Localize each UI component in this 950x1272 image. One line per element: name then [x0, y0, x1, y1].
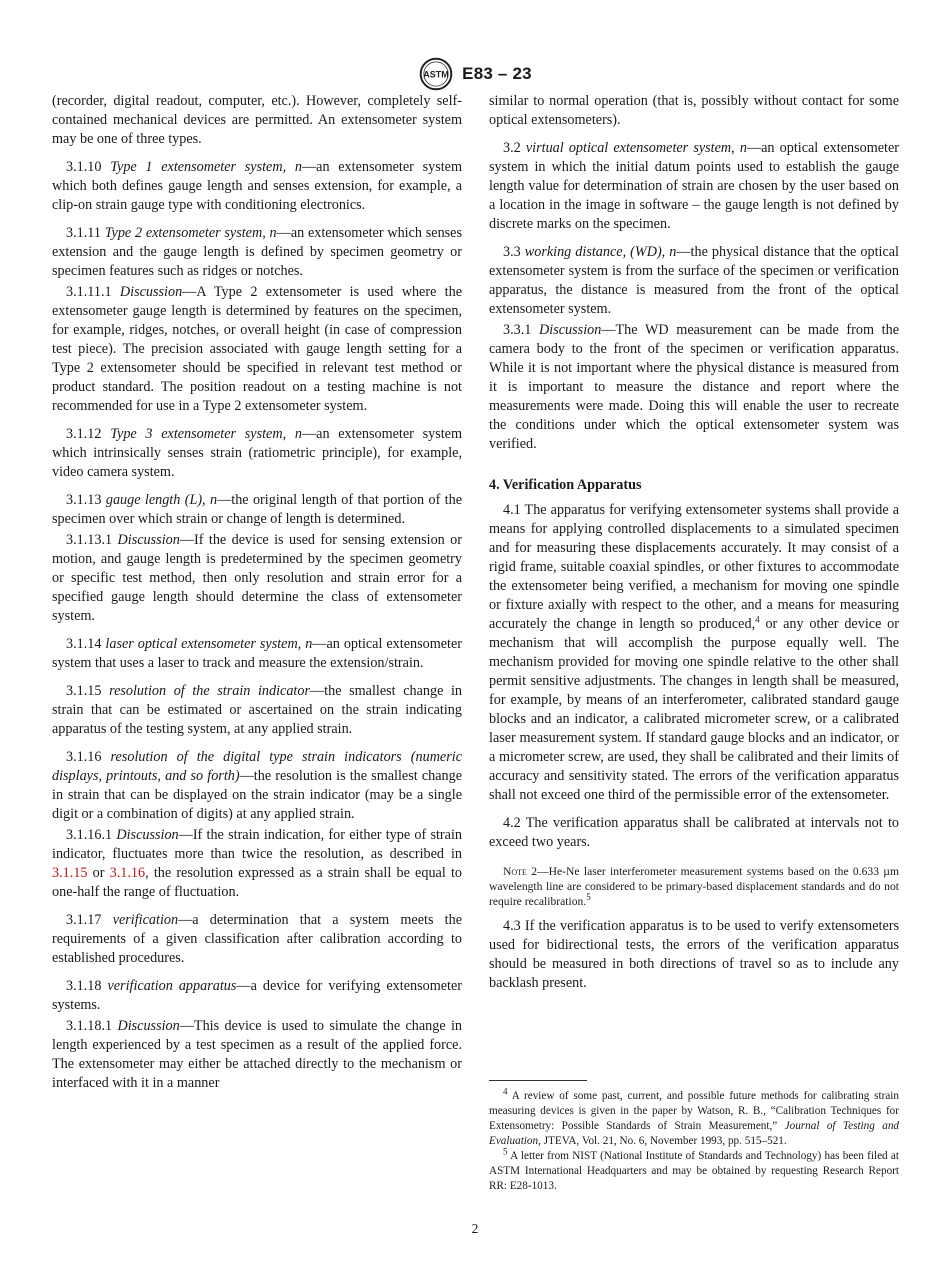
- definition-3-1-14: 3.1.14 laser optical extensometer system, n—an optical extensometer system that uses a laser to track and measure the extension/strain.: [52, 636, 463, 671]
- discussion-3-1-13-1: 3.1.13.1 Discussion—If the device is used for sensing extension or motion, and gauge length is predetermined by the specimen geometry or specific test method, then only resolution and strain error for a specified gauge length should determine the class of extensometer system.: [52, 532, 463, 624]
- footnote-4: $^4$ A review of some past, current, and possible future methods for calibrating strain measuring devices is given in the paper by Watson, R. B., “Calibration Techniques for Extensometry: Possible Standards of Strain Measurement,” Journal of Testing and Evaluation, JTEVA, Vol. 21, No. 6, November 1993, pp. 515–521.: [489, 1086, 900, 1147]
- discussion-3-3-1: 3.3.1 Discussion—The WD measurement can be made from the camera body to the front of the specimen or verification apparatus. While it is not important where the physical distance is measured from it is important to measure the distance and report where the measurements were made. Doing this will enable the user to recreate the conditions under which the optical extensometer system was verified.: [489, 322, 899, 452]
- paragraph: (recorder, digital readout, computer, etc.). However, completely self-contained mechanical devices are permitted. An extensometer system may be one of three types.: [52, 93, 462, 147]
- footnote-ref-5[interactable]: 5: [586, 892, 591, 903]
- paragraph-4-1: 4.1 The apparatus for verifying extensometer systems shall provide a means for applying controlled displacements to a simulated specimen and for measuring these displacements accurately. It may consist of a rigid frame, suitable coaxial spindles, or other fixtures to accommodate the extensometer being verified, a mechanism for moving one spindle or fixture axially with respect to the other, and a means for measuring accurately the change in length so produced,$^4$ or any other device or mechanism that will accomplish the purpose equally well. The mechanism provided for moving one spindle relative to the other shall permit sensitive adjustments. The changes in length shall be measured, for example, by means of an interferometer, calibrated standard gauge blocks and an indicator, a calibrated micrometer screw, or a calibrated laser measurement system. If standard gauge blocks and an indicator, or a micrometer screw, are used, they shall be calibrated and their limits of accuracy and sensitivity stated. The errors of the verification apparatus shall not exceed one third of the permissible error of the extensometer.: [489, 502, 899, 803]
- paragraph-4-2: 4.2 The verification apparatus shall be calibrated at intervals not to exceed two years.: [489, 815, 899, 850]
- definition-3-3: 3.3 working distance, (WD), n—the physical distance that the optical extensometer system is from the surface of the specimen or verification apparatus, the distance is measured from the front of the optical extensometer system.: [489, 244, 899, 317]
- right-column: [489, 92, 899, 1002]
- definition-3-1-16: 3.1.16 resolution of the digital type strain indicators (numeric displays, printouts, and so forth)—the resolution is the smallest change in strain that can be displayed on the strain indicator (may be a single digit or a combination of digits) at any applied strain.: [52, 749, 462, 822]
- footnote-divider: [489, 1080, 587, 1081]
- note-2: Note 2—He-Ne laser interferometer measurement systems based on the 0.633 µm wavelength line are considered to be primary-based displacement standards and do not require recalibration.$^5$: [489, 865, 900, 908]
- definition-3-1-12: 3.1.12 Type 3 extensometer system, n—an extensometer system which intrinsically senses strain (ratiometric principle), for example, video camera system.: [52, 426, 463, 480]
- footnote-ref-4[interactable]: 4: [755, 614, 760, 625]
- paragraph-4-3: 4.3 If the verification apparatus is to be used to verify extensometers used for bidirectional tests, the errors of the verification apparatus should be measured in both directions of travel so as to include any backlash present.: [489, 918, 900, 991]
- paragraph: similar to normal operation (that is, possibly without contact for some optical extensometers).: [489, 93, 899, 128]
- page-number: 2: [471, 1221, 479, 1236]
- section-heading: 4. Verification Apparatus: [489, 477, 642, 493]
- left-column: [52, 92, 462, 1102]
- definition-3-1-15: 3.1.15 resolution of the strain indicator—the smallest change in strain that can be estimated or ascertained on the strain indicating apparatus of the testing system, at any applied strain.: [52, 683, 463, 737]
- section-link-3-1-16[interactable]: 3.1.16: [109, 865, 146, 881]
- astm-logo-icon: [418, 56, 454, 92]
- footnotes: [489, 1080, 899, 1194]
- definition-3-2: 3.2 virtual optical extensometer system, n—an optical extensometer system in which the initial datum points used to establish the gauge length value for determination of strain are chosen by the user based on a location in the image in software – the gauge length is not defined by discrete marks on the specimen.: [489, 140, 900, 232]
- discussion-3-1-11-1: 3.1.11.1 Discussion—A Type 2 extensometer is used where the extensometer gauge length is determined by features on the specimen, for example, ridges, notches, or overall height (in case of compression test piece). The precision associated with gauge length setting for a Type 2 extensometer should be specified in relevant test method or product standard. The position readout on a testing machine is not recommended for use in a Type 2 extensometer system.: [52, 284, 462, 414]
- page-header: [0, 56, 950, 92]
- definition-3-1-18: 3.1.18 verification apparatus—a device for verifying extensometer systems.: [52, 978, 463, 1013]
- footnote-5: $^5$ A letter from NIST (National Institute of Standards and Technology) has been filed at ASTM International Headquarters and may be obtained by requesting Research Report RR: E28-1013.: [489, 1146, 899, 1192]
- document-code: E83 – 23: [462, 64, 532, 83]
- svg-text:ASTM: ASTM: [423, 69, 449, 80]
- discussion-3-1-16-1: 3.1.16.1 Discussion—If the strain indication, for either type of strain indicator, fluctuates more than twice the resolution, as described in 3.1.15 or 3.1.16, the resolution expressed as a strain shall be equal to one-half the range of fluctuation.: [52, 827, 462, 900]
- definition-3-1-10: 3.1.10 Type 1 extensometer system, n—an extensometer system which both defines gauge length and senses extension, for example, a clip-on strain gauge type with conditioning electronics.: [52, 159, 463, 213]
- definition-3-1-13: 3.1.13 gauge length (L), n—the original length of that portion of the specimen over which strain or change of length is determined.: [52, 492, 462, 527]
- discussion-3-1-18-1: 3.1.18.1 Discussion—This device is used to simulate the change in length experienced by a test specimen as a result of the applied force. The extensometer may either be attached directly to the mechanism or interfaced with it in a manner: [52, 1018, 463, 1091]
- definition-3-1-11: 3.1.11 Type 2 extensometer system, n—an extensometer which senses extension and the gauge length is defined by specimen geometry or specimen features such as ridges or notches.: [52, 225, 462, 279]
- section-link-3-1-15[interactable]: 3.1.15: [52, 865, 88, 881]
- definition-3-1-17: 3.1.17 verification—a determination that a system meets the requirements of a given classification after calibration according to established procedures.: [52, 912, 463, 966]
